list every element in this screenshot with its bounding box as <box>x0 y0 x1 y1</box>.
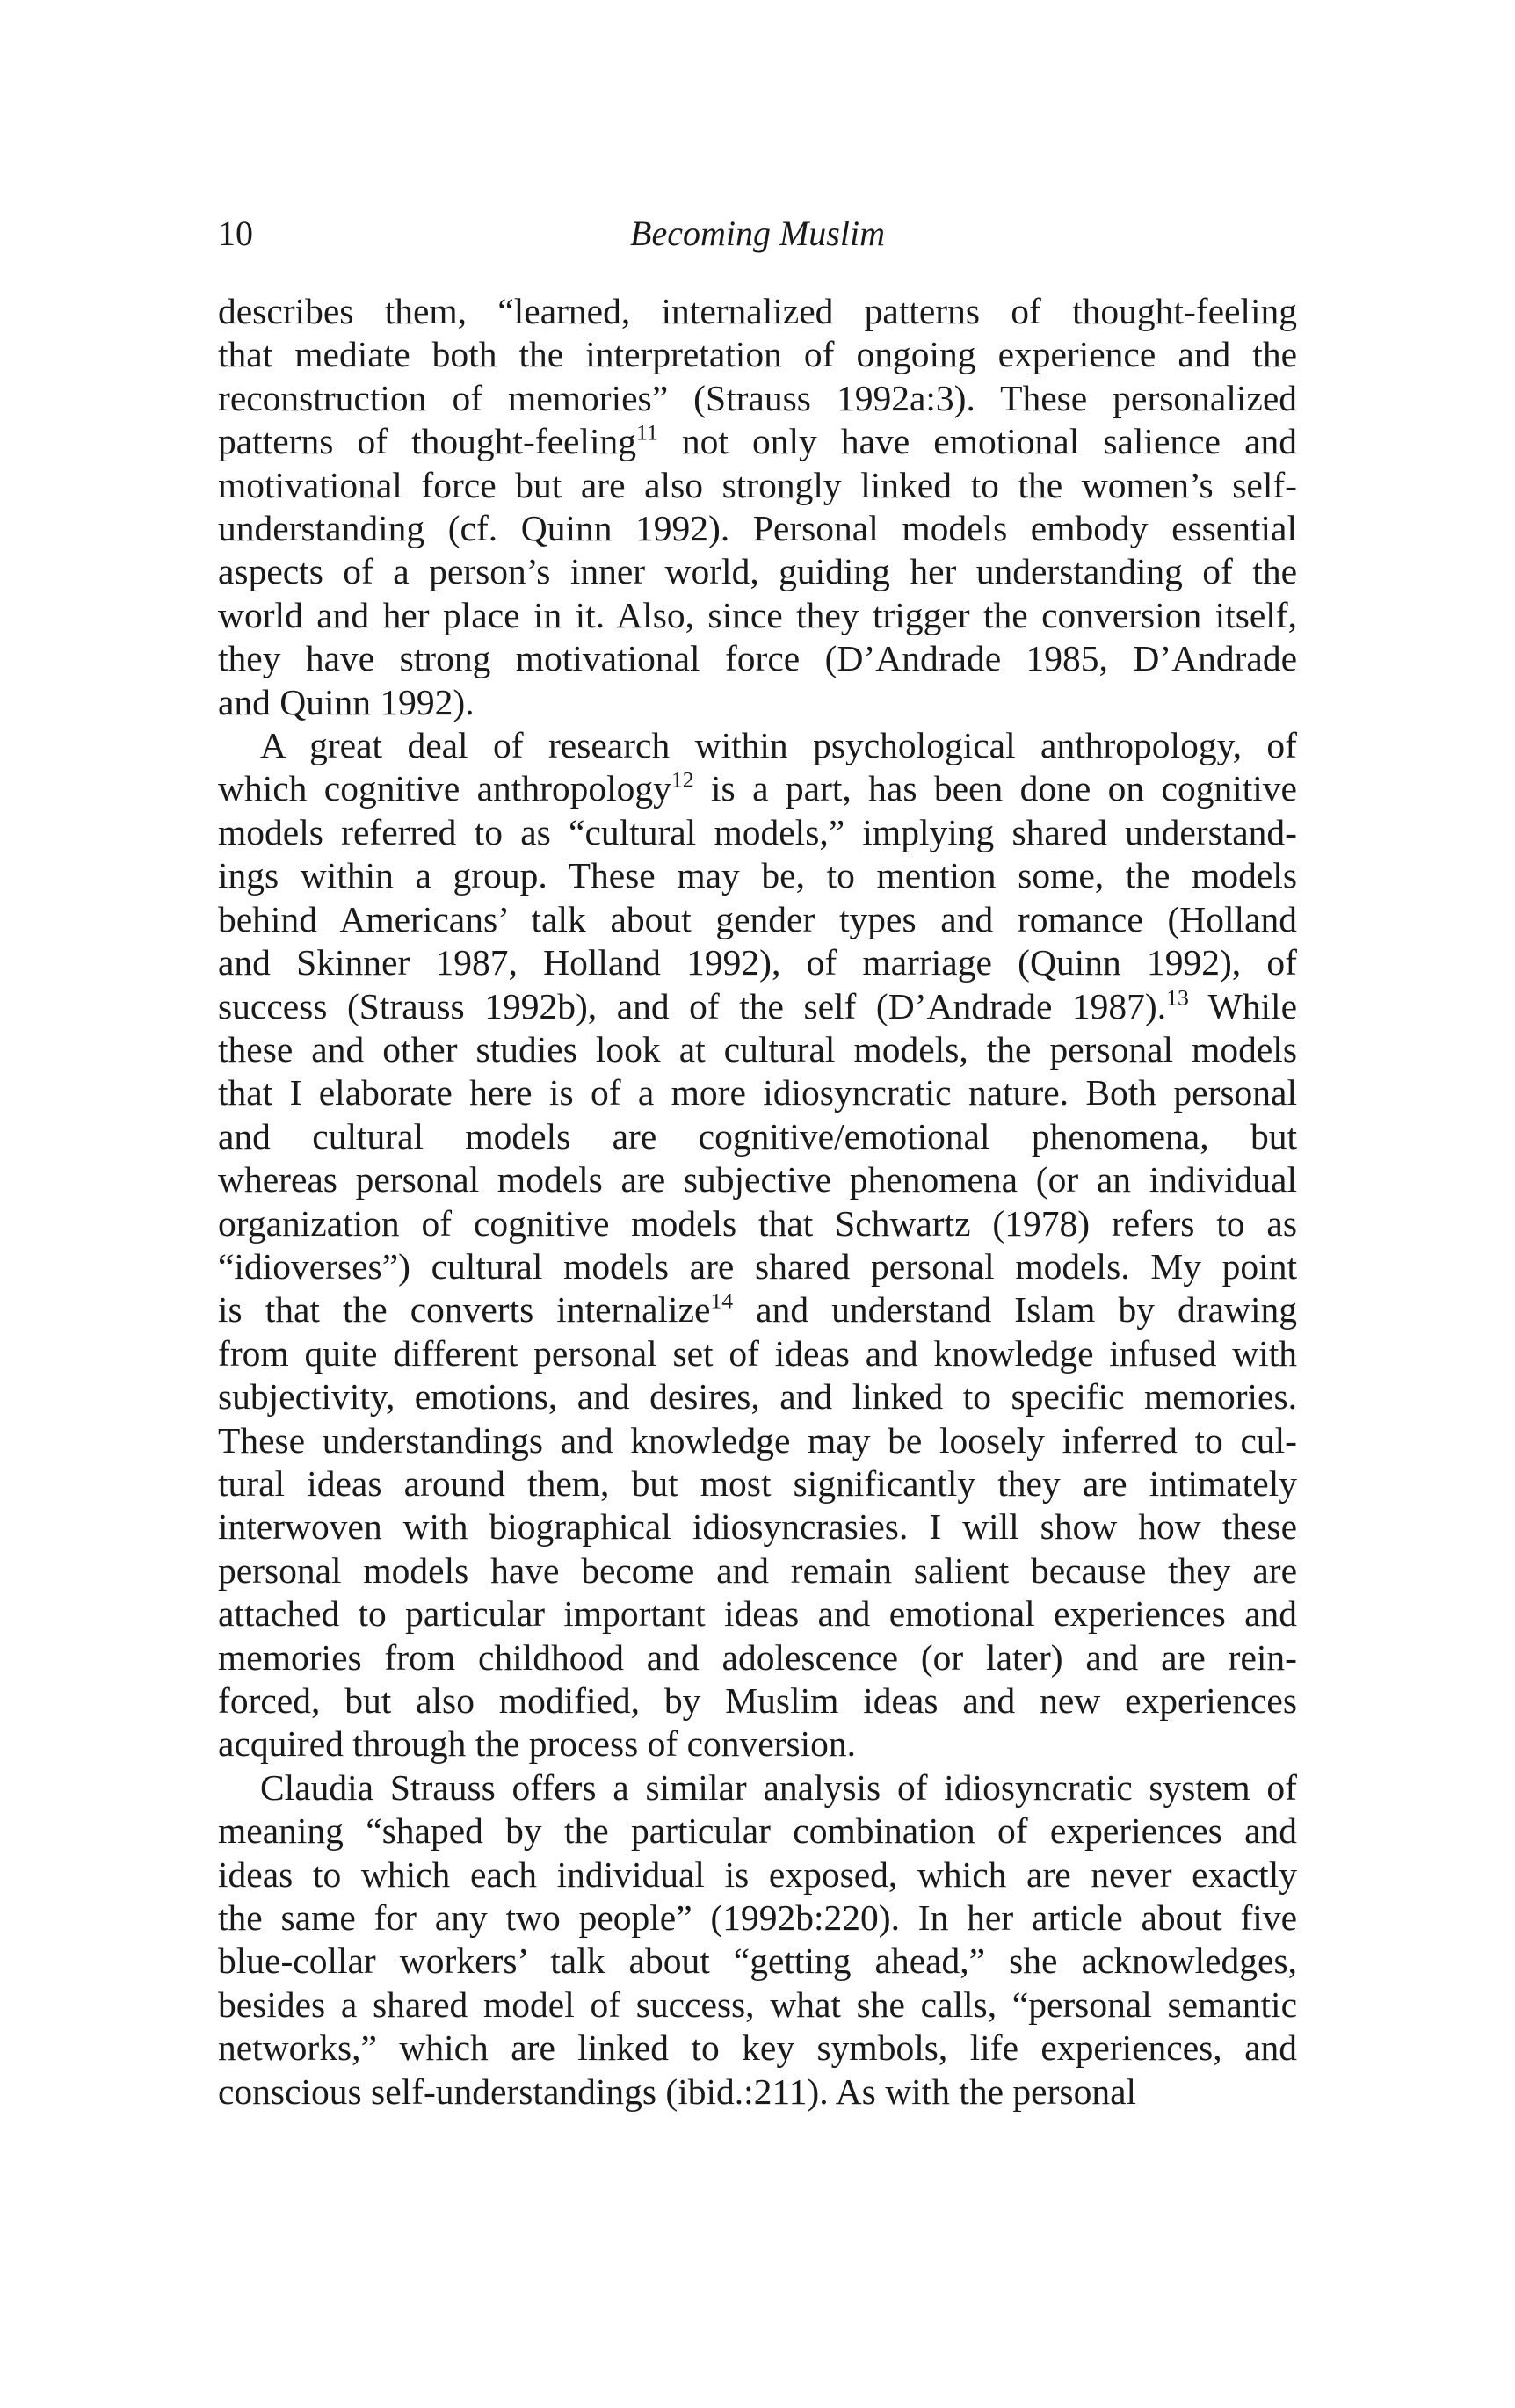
text-line: attached to particular important ideas and emotional experiences and <box>218 1593 1297 1635</box>
text-line: the same for any two people” (1992b:220). In her article about five <box>218 1897 1297 1939</box>
text-line: which cognitive anthropology$^{12}$ is a part, has been done on cognitive <box>218 767 1297 809</box>
text-line: from quite different personal set of ideas and knowledge infused with <box>218 1332 1297 1374</box>
text-line: A great deal of research within psychological anthropology, of <box>260 725 1297 766</box>
text-line: blue-collar workers’ talk about “getting ahead,” she acknowledges, <box>218 1940 1297 1982</box>
text-line: and Skinner 1987, Holland 1992), of marriage (Quinn 1992), of <box>218 942 1297 983</box>
text-line: describes them, “learned, internalized patterns of thought-feeling <box>218 291 1297 331</box>
text-line: tural ideas around them, but most significantly they are intimately <box>218 1462 1297 1504</box>
text-line: aspects of a person’s inner world, guiding her understanding of the <box>218 551 1297 592</box>
text-line: interwoven with biographical idiosyncrasies. I will show how these <box>218 1506 1297 1548</box>
text-line: These understandings and knowledge may be loosely inferred to cul- <box>218 1419 1297 1461</box>
text-line: world and her place in it. Also, since they trigger the conversion itself, <box>218 594 1297 635</box>
text-line: these and other studies look at cultural models, the personal models <box>218 1028 1297 1070</box>
text-line: models referred to as “cultural models,” implying shared understand- <box>218 811 1297 852</box>
body-text <box>218 290 1297 2114</box>
text-line: success (Strauss 1992b), and of the self (D’Andrade 1987).$^{13}$ While <box>218 984 1298 1026</box>
text-line: reconstruction of memories” (Strauss 1992a:3). These personalized <box>218 377 1297 418</box>
text-line: “idioverses”) cultural models are shared personal models. My point <box>218 1245 1297 1287</box>
footnote-marker: 13 <box>1166 984 1189 1011</box>
text-line: patterns of thought-feeling$^{11}$ not only have emotional salience and <box>218 419 1297 462</box>
text-line: networks,” which are linked to key symbols, life experiences, and <box>218 2027 1297 2069</box>
text-line: whereas personal models are subjective phenomena (or an individual <box>218 1159 1297 1200</box>
footnote-marker: 14 <box>710 1287 734 1314</box>
text-line: ings within a group. These may be, to mention some, the models <box>218 855 1297 896</box>
text-line: and Quinn 1992). <box>218 681 475 722</box>
text-line: meaning “shaped by the particular combination of experiences and <box>218 1810 1297 1852</box>
text-line: organization of cognitive models that Schwartz (1978) refers to as <box>218 1202 1297 1244</box>
text-line: acquired through the process of conversion. <box>218 1723 857 1765</box>
text-line: personal models have become and remain salient because they are <box>218 1549 1297 1591</box>
text-line: Claudia Strauss offers a similar analysis of idiosyncratic system of <box>260 1766 1297 1808</box>
text-line: ideas to which each individual is exposed, which are never exactly <box>218 1853 1297 1895</box>
paragraph <box>218 290 1297 724</box>
text-line: is that the converts internalize$^{14}$ and understand Islam by drawing <box>218 1287 1297 1331</box>
paragraph <box>218 1766 1297 2114</box>
footnote-marker: 11 <box>635 419 658 446</box>
text-line: besides a shared model of success, what she calls, “personal semantic <box>218 1984 1297 2025</box>
paragraph <box>218 724 1297 1766</box>
text-line: understanding (cf. Quinn 1992). Personal models embody essential <box>218 508 1297 549</box>
text-line: that I elaborate here is of a more idiosyncratic nature. Both personal <box>218 1072 1297 1113</box>
text-line: memories from childhood and adolescence (or later) and are rein- <box>218 1636 1297 1678</box>
text-line: forced, but also modified, by Muslim ideas and new experiences <box>218 1680 1297 1721</box>
page-number: 10 <box>218 214 253 253</box>
footnote-marker: 12 <box>671 767 694 794</box>
text-line: conscious self-understandings (ibid.:211). As with the personal <box>218 2071 1137 2112</box>
text-line: behind Americans’ talk about gender types and romance (Holland <box>218 898 1297 939</box>
text-line: that mediate both the interpretation of ongoing experience and the <box>218 334 1297 375</box>
running-title: Becoming Muslim <box>630 214 885 253</box>
text-line: motivational force but are also strongly linked to the women’s self- <box>218 464 1297 505</box>
text-line: subjectivity, emotions, and desires, and linked to specific memories. <box>218 1376 1297 1418</box>
text-line: and cultural models are cognitive/emotional phenomena, but <box>218 1115 1297 1157</box>
running-head <box>218 209 1297 258</box>
text-line: they have strong motivational force (D’Andrade 1985, D’Andrade <box>218 638 1297 679</box>
